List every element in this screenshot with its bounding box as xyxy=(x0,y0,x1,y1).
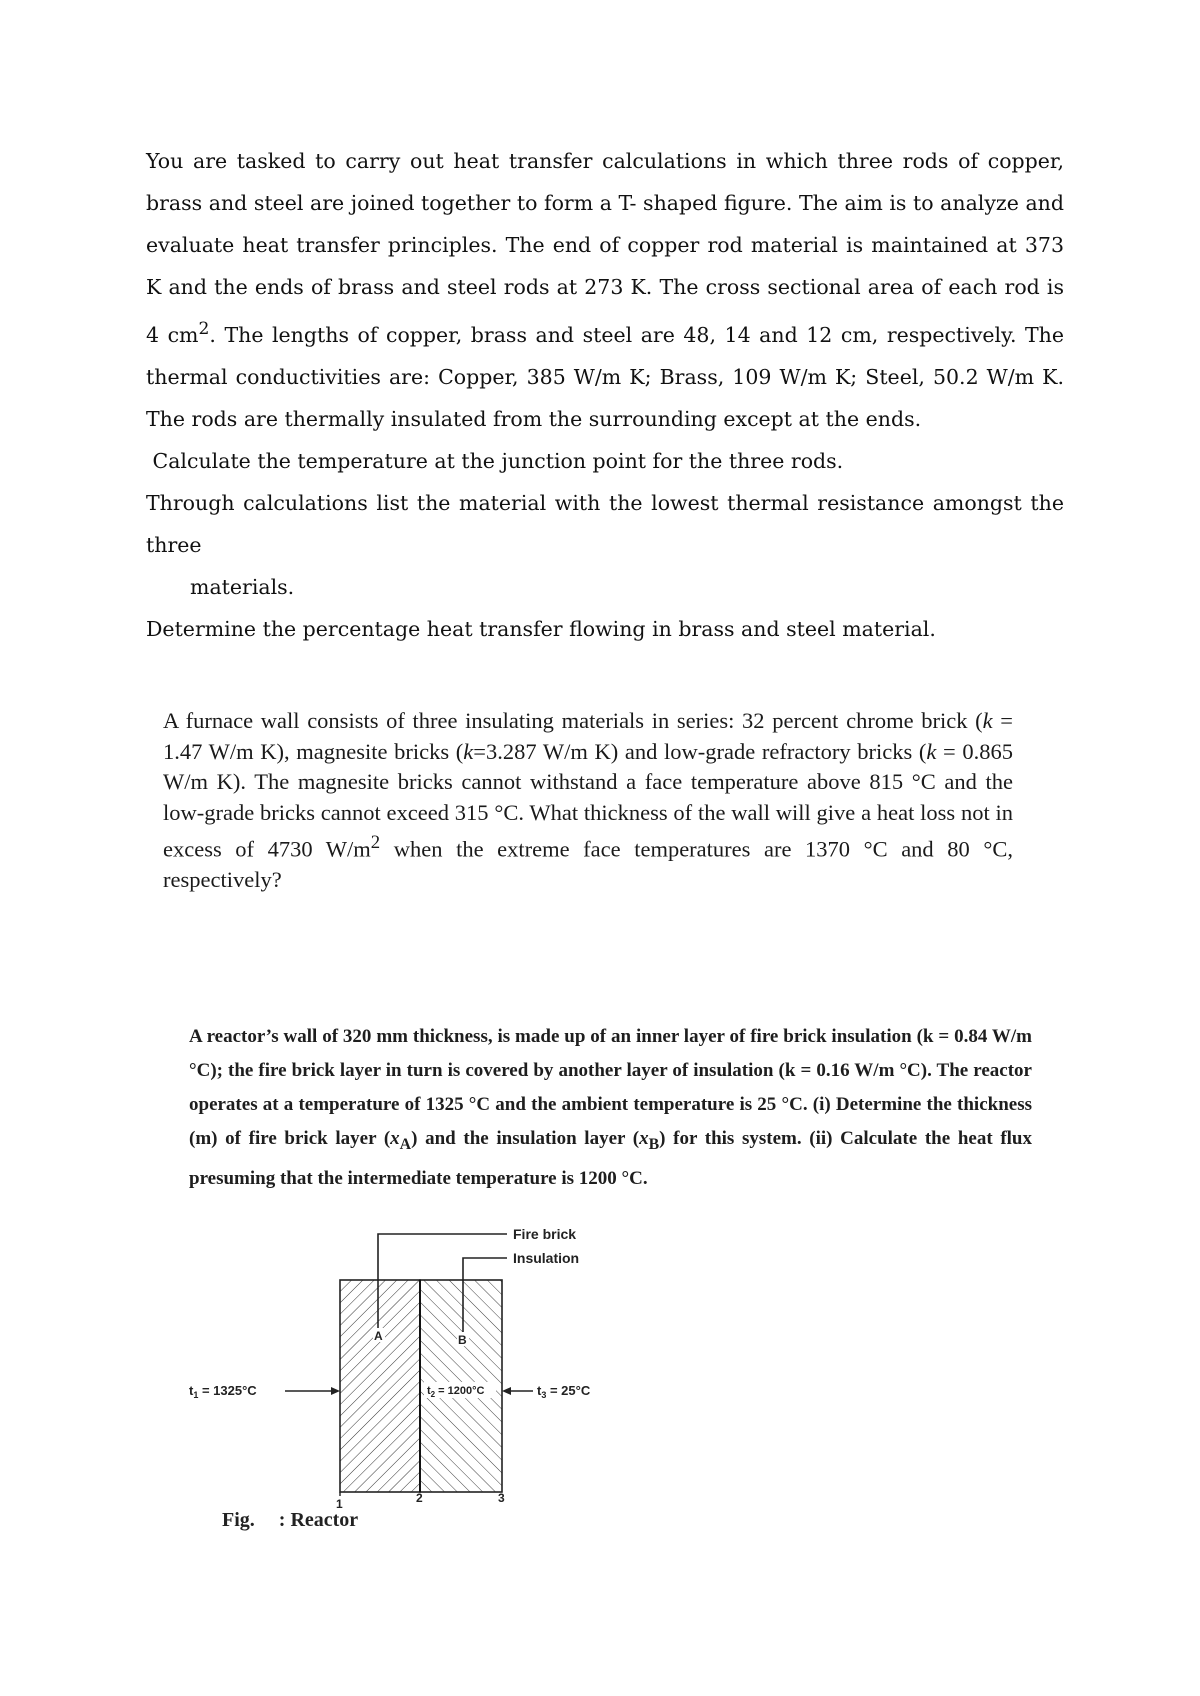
caption-prefix: Fig. xyxy=(222,1509,255,1531)
problem-1-text-cont: . The lengths of copper, brass and steel are 48, 14 and 12 cm, respectively. The thermal conductivities are: Copper, 385 W/m K; Brass, 109 W/m K; Steel, 50.2 W/m K. The rods are thermally insulated from the surrounding except at the ends. xyxy=(146,322,1065,431)
p2-text-a: A furnace wall consists of three insulating materials in series: 32 percent chrome brick ( xyxy=(163,708,983,733)
reactor-figure xyxy=(185,1220,645,1520)
fire-brick-layer xyxy=(340,1280,420,1492)
figure-caption xyxy=(222,1509,358,1532)
p2-text-c: =3.287 W/m K) and low-grade refractory bricks ( xyxy=(473,738,927,764)
p2-text-d: = 0.865 W/m K). The magnesite bricks cannot withstand a face temperature above 815 °C and the low-grade bricks cannot exceed 315 °C. What thickness of the wall will give a heat loss not in excess of 4730 W/m xyxy=(163,738,1013,862)
p3-text-c: ) for this system. (ii) Calculate the heat flux presuming that the intermediate temperature is 1200 °C. xyxy=(189,1128,1032,1189)
xa-subscript: A xyxy=(399,1135,412,1153)
layer-b-label: B xyxy=(458,1333,467,1347)
t1-arrowhead xyxy=(331,1387,340,1395)
problem-2-paragraph xyxy=(163,706,1013,896)
p2-text-e: when the extreme face temperatures are 1370 °C and 80 °C, respectively? xyxy=(163,836,1013,892)
xa-symbol: x xyxy=(390,1128,400,1149)
face-1-label: 1 xyxy=(336,1497,343,1511)
problem-2 xyxy=(163,706,1013,896)
problem-3 xyxy=(189,1020,1032,1196)
face-2-label: 2 xyxy=(416,1491,423,1505)
p2-superscript: 2 xyxy=(370,832,381,853)
insulation-label: Insulation xyxy=(513,1250,580,1266)
question-3: Determine the percentage heat transfer flowing in brass and steel material. xyxy=(146,616,936,641)
xb-symbol: x xyxy=(639,1128,649,1149)
caption-text: : Reactor xyxy=(278,1509,359,1531)
area-superscript: 2 xyxy=(198,319,210,339)
question-1: Calculate the temperature at the junction point for the three rods. xyxy=(146,448,844,473)
problem-1 xyxy=(146,140,1064,650)
layer-a-label: A xyxy=(374,1329,383,1343)
t2-label: $t_2 = 1200^\circ C$ xyxy=(427,1385,485,1399)
t1-label: $t_1 = 1325^\circ C$ xyxy=(189,1383,257,1400)
t3-label: $t_3 = 25^\circ C$ xyxy=(537,1383,591,1400)
xb-subscript: B xyxy=(648,1135,660,1153)
k-symbol: k xyxy=(463,738,474,764)
p3-text-a: A reactor’s wall of 320 mm thickness, is made up of an inner layer of fire brick insulation (k = 0.84 W/m °C); the fire brick layer in turn is covered by another layer of insulation (k = 0.16 W/m °C). The reactor operates at a temperature of 1325 °C and the ambient temperature is 25 °C. (i) Determine the thickness (m) of fire brick layer ( xyxy=(189,1026,1032,1149)
p2-text-b: = 1.47 W/m K), magnesite bricks ( xyxy=(163,708,1013,764)
face-3-label: 3 xyxy=(498,1491,505,1505)
p3-text-b: ) and the insulation layer ( xyxy=(411,1128,640,1149)
problem-1-text: You are tasked to carry out heat transfer calculations in which three rods of copper, brass and steel are joined together to form a T- shaped figure. The aim is to analyze and evaluate heat transfer principles. The end of copper rod material is maintained at 373 K and the ends of brass and steel rods at 273 K. The cross sectional area of each rod is 4 cm xyxy=(146,149,1064,347)
fire-brick-label: Fire brick xyxy=(513,1226,577,1242)
problem-1-paragraph xyxy=(146,140,1064,440)
question-2-cont: materials. xyxy=(190,574,295,599)
problem-3-paragraph xyxy=(189,1020,1032,1196)
question-2: Through calculations list the material with the lowest thermal resistance amongst the three xyxy=(146,490,1064,557)
k-symbol: k xyxy=(982,708,993,733)
k-symbol: k xyxy=(926,738,937,764)
